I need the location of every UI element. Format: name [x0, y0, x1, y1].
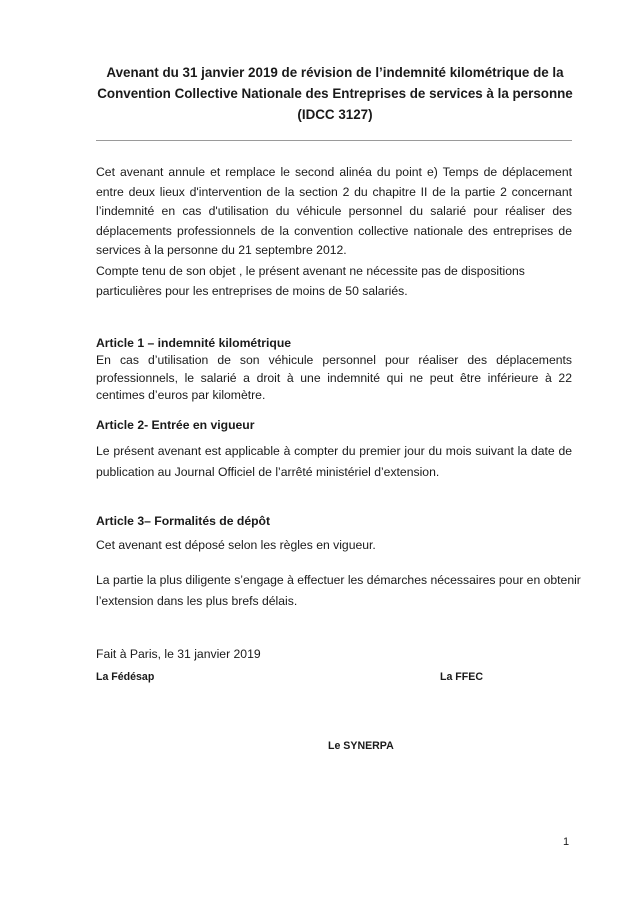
- document-title: [96, 62, 574, 125]
- intro-line-2: entre deux lieux d'intervention de la section 2 du chapitre II de la partie 2 concernant: [96, 184, 572, 199]
- object-line-2: particulières pour les entreprises de moins de 50 salariés.: [96, 284, 408, 298]
- article-2-heading: Article 2- Entrée en vigueur: [96, 418, 255, 432]
- article-1-body: [96, 352, 572, 405]
- intro-paragraph: [96, 163, 572, 261]
- place-date: Fait à Paris, le 31 janvier 2019: [96, 647, 261, 661]
- article-2-body: [96, 441, 572, 483]
- article-1-line-1: En cas d’utilisation de son véhicule personnel pour réaliser des déplacements: [96, 353, 572, 367]
- title-divider: [96, 140, 572, 141]
- article-3-body: [96, 570, 581, 612]
- article-3-line-2: La partie la plus diligente s’engage à effectuer les démarches nécessaires pour en obtenir: [96, 573, 581, 587]
- article-2-line-2: publication au Journal Officiel de l’arrêté ministériel d’extension.: [96, 465, 440, 479]
- article-3-line-3: l’extension dans les plus brefs délais.: [96, 594, 298, 608]
- article-2-line-1: Le présent avenant est applicable à compter du premier jour du mois suivant la date de: [96, 444, 572, 458]
- title-line-3: (IDCC 3127): [297, 107, 373, 122]
- signatory-synerpa: Le SYNERPA: [328, 740, 394, 752]
- title-line-1: Avenant du 31 janvier 2019 de révision de l’indemnité kilométrique de la: [106, 65, 564, 80]
- page-number: 1: [563, 836, 570, 848]
- title-line-2: Convention Collective Nationale des Entreprises de services à la personne: [97, 86, 573, 101]
- intro-line-5: services à la personne du 21 septembre 2012.: [96, 243, 347, 258]
- object-line-1: Compte tenu de son objet , le présent avenant ne nécessite pas de dispositions: [96, 264, 525, 278]
- article-1-line-2: professionnels, le salarié a droit à une indemnité qui ne peut être inférieure à 22: [96, 370, 572, 385]
- intro-line-3: l’indemnité en cas d'utilisation du véhicule personnel du salarié pour réaliser des: [96, 204, 572, 219]
- intro-line-4: déplacements professionnels de la convention collective nationale des entreprises de: [96, 223, 572, 238]
- article-1-heading: Article 1 – indemnité kilométrique: [96, 336, 292, 350]
- article-3-line-1: Cet avenant est déposé selon les règles en vigueur.: [96, 538, 376, 552]
- signatory-fedesap: La Fédésap: [96, 671, 155, 683]
- article-1-line-3: centimes d’euros par kilomètre.: [96, 388, 266, 402]
- object-paragraph: [96, 261, 536, 301]
- intro-line-1: Cet avenant annule et remplace le second alinéa du point e) Temps de déplacement: [96, 165, 572, 179]
- signatory-ffec: La FFEC: [440, 671, 483, 683]
- article-3-heading: Article 3– Formalités de dépôt: [96, 514, 271, 528]
